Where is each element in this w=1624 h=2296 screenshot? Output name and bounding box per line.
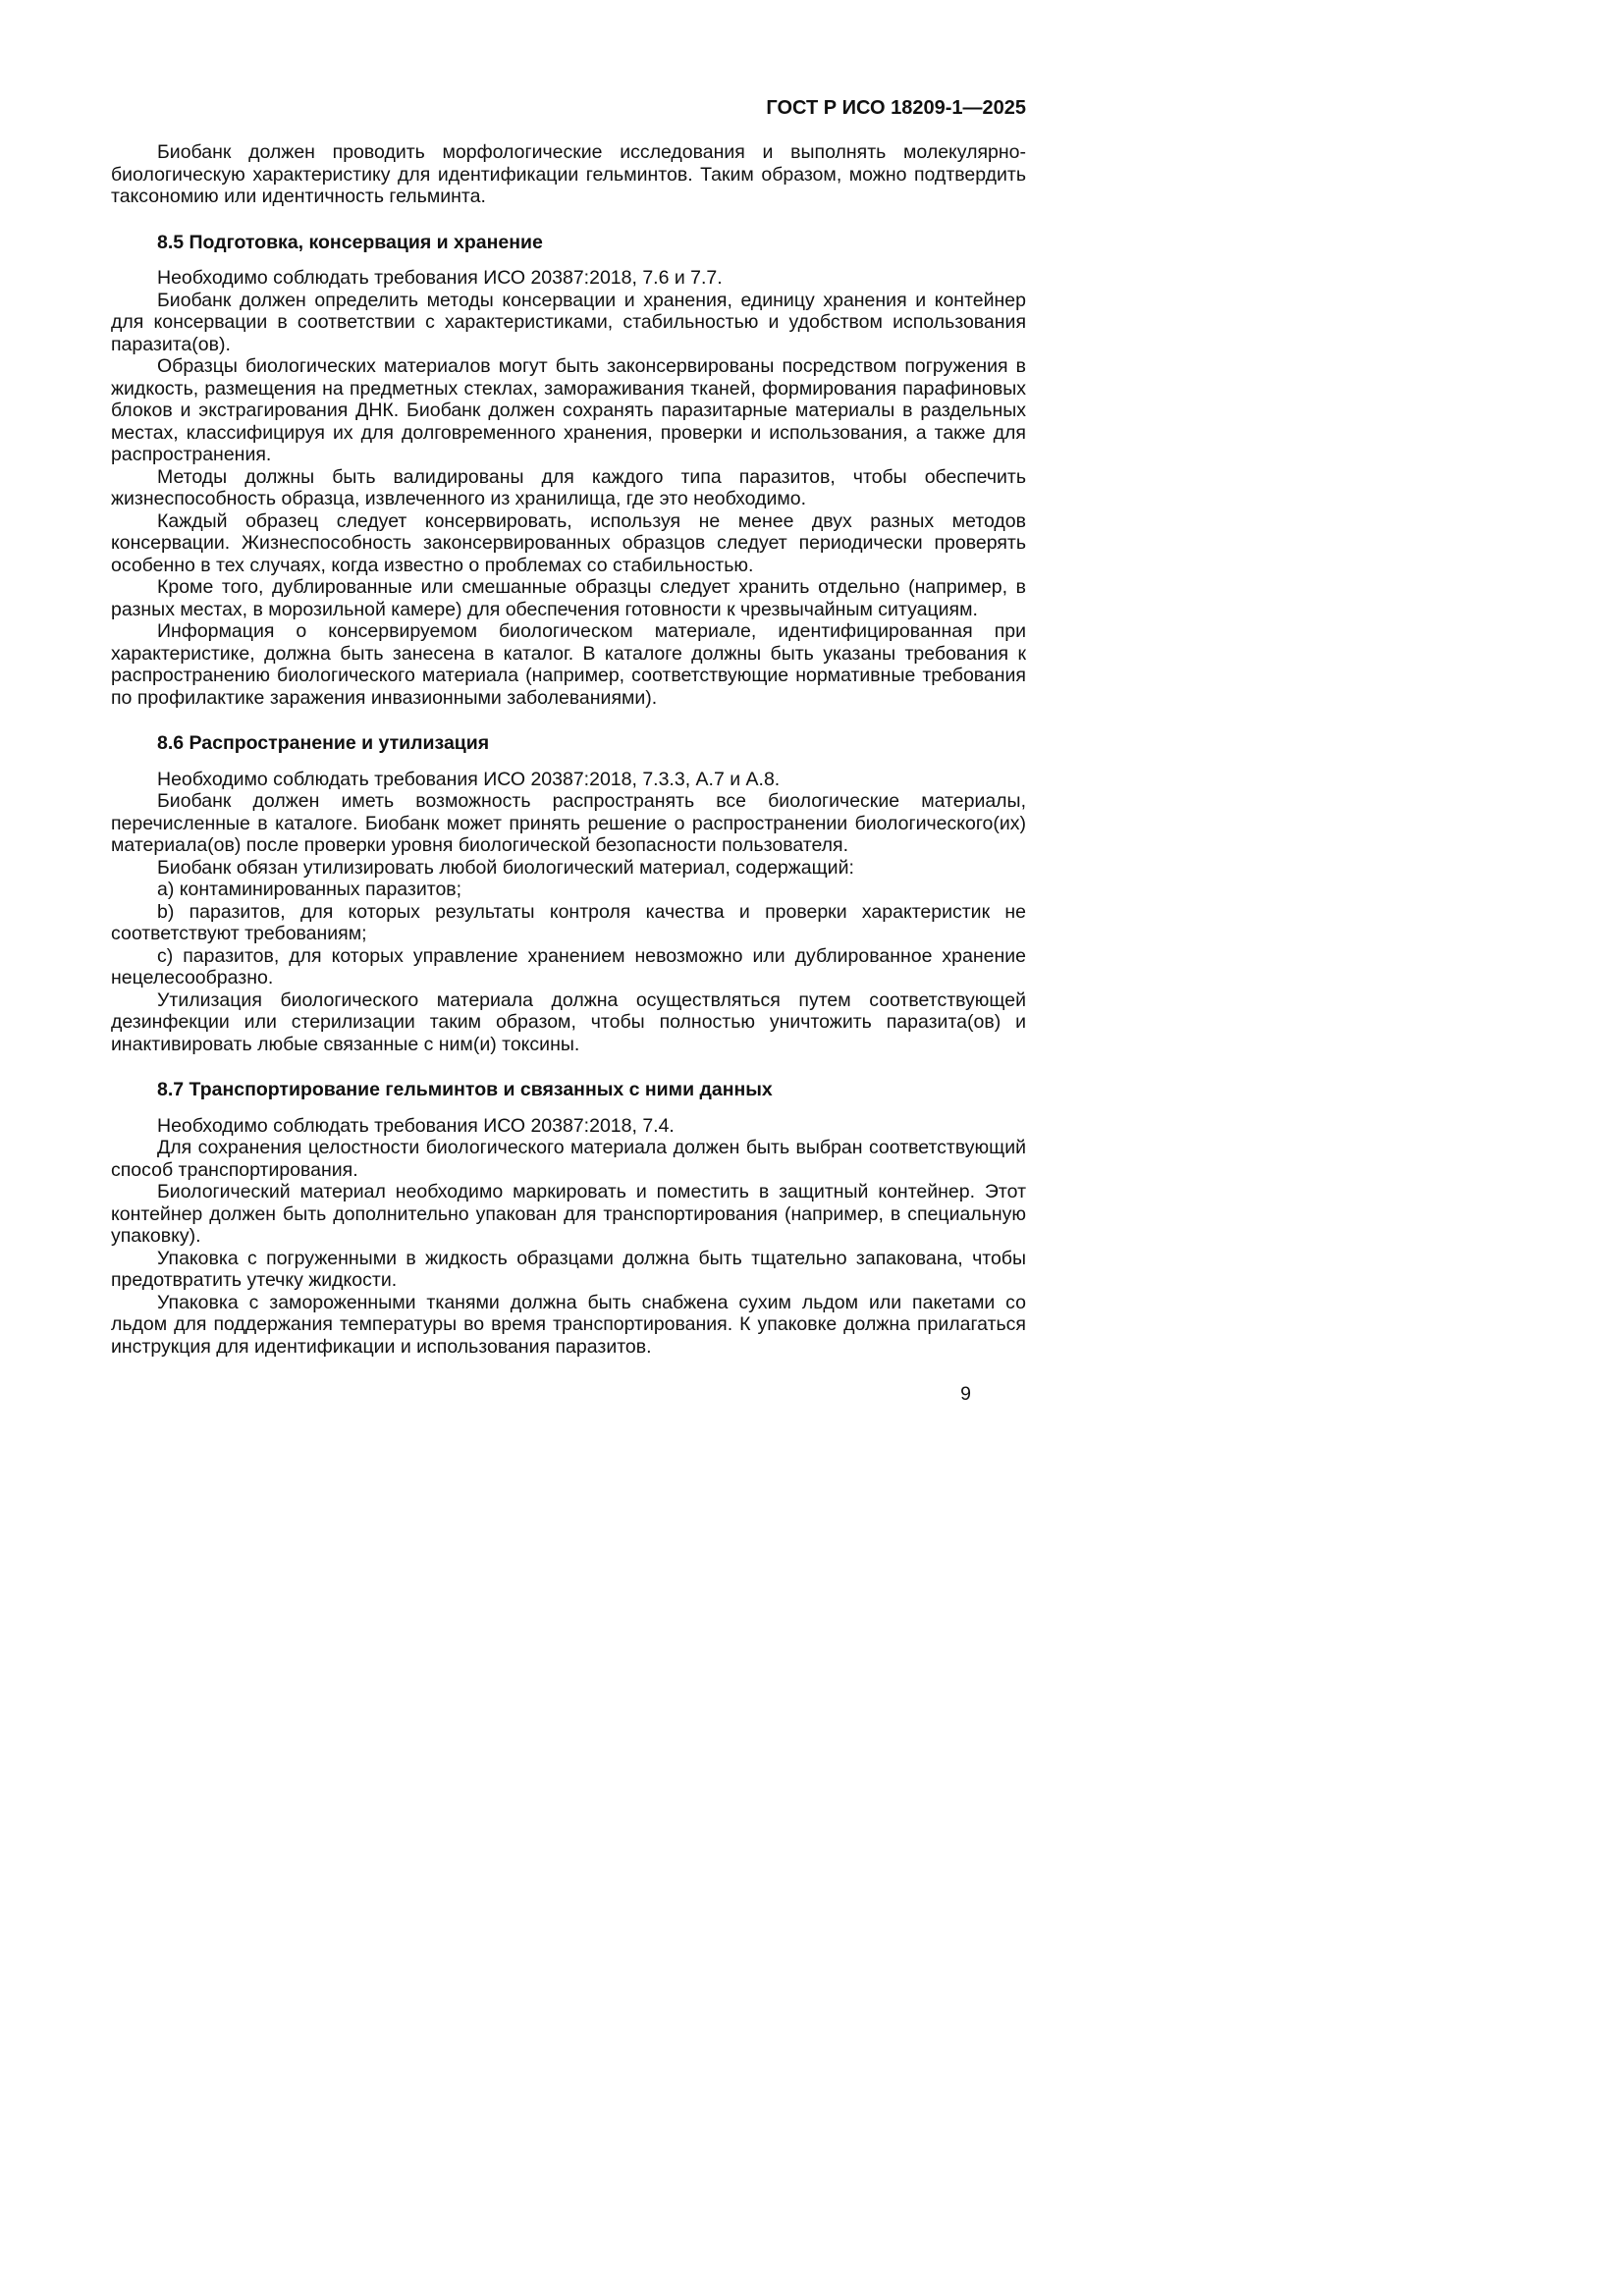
paragraph: Упаковка с замороженными тканями должна быть снабжена сухим льдом или пакетами со льдом для поддержания температуры во время транспортирования. К упаковке должна прилагаться инструкция для идентификации и использования паразитов. xyxy=(111,1291,1026,1358)
list-item: b) паразитов, для которых результаты контроля качества и проверки характеристик не соответствуют требованиям; xyxy=(111,900,1026,944)
paragraph: Необходимо соблюдать требования ИСО 20387:2018, 7.6 и 7.7. xyxy=(157,267,723,289)
page-footer xyxy=(111,1383,1026,1406)
paragraph: Биобанк должен иметь возможность распространять все биологические материалы, перечисленные в каталоге. Биобанк может принять решение о распространении биологического(их) материала(ов) после проверки уровня биологической безопасности пользователя. xyxy=(111,790,1026,856)
document-header xyxy=(111,96,1026,120)
paragraph: Упаковка с погруженными в жидкость образцами должна быть тщательно запакована, чтобы предотвратить утечку жидкости. xyxy=(111,1247,1026,1291)
page-number: 9 xyxy=(960,1383,971,1405)
document-content-area xyxy=(111,96,1026,1406)
paragraph: Для сохранения целостности биологического материала должен быть выбран соответствующий способ транспортирования. xyxy=(111,1137,1026,1181)
document-body xyxy=(111,141,1026,1358)
paragraph: Образцы биологических материалов могут быть законсервированы посредством погружения в жидкость, размещения на предметных стеклах, замораживания тканей, формирования парафиновых блоков и экстрагирования ДНК. Биобанк должен сохранять паразитарные материалы в раздельных местах, классифицируя их для долговременного хранения, проверки и использования, а также для распространения. xyxy=(111,355,1026,465)
paragraph: Необходимо соблюдать требования ИСО 20387:2018, 7.4. xyxy=(157,1114,675,1137)
paragraph: Кроме того, дублированные или смешанные образцы следует хранить отдельно (например, в разных местах, в морозильной камере) для обеспечения готовности к чрезвычайным ситуациям. xyxy=(111,576,1026,620)
paragraph: Каждый образец следует консервировать, используя не менее двух разных методов консервации. Жизнеспособность законсервированных образцов следует периодически проверять особенно в тех случаях, когда известно о проблемах со стабильностью. xyxy=(111,509,1026,576)
paragraph: Необходимо соблюдать требования ИСО 20387:2018, 7.3.3, А.7 и А.8. xyxy=(157,768,781,790)
section-heading: 8.5 Подготовка, консервация и хранение xyxy=(157,231,543,253)
paragraph: Информация о консервируемом биологическом материале, идентифицированная при характеристике, должна быть занесена в каталог. В каталоге должны быть указаны требования к распространению биологического материала (например, соответствующие нормативные требования по профилактике заражения инвазионными заболеваниями). xyxy=(111,620,1026,709)
paragraph: Методы должны быть валидированы для каждого типа паразитов, чтобы обеспечить жизнеспособность образца, извлеченного из хранилища, где это необходимо. xyxy=(111,465,1026,509)
document-code: ГОСТ Р ИСО 18209-1—2025 xyxy=(766,97,1026,119)
paragraph: Биобанк должен проводить морфологические исследования и выполнять молекулярно-биологическую характеристику для идентификации гельминтов. Таким образом, можно подтвердить таксономию или идентичность гельминта. xyxy=(111,141,1026,207)
paragraph: Биобанк обязан утилизировать любой биологический материал, содержащий: xyxy=(157,856,854,879)
paragraph: Биобанк должен определить методы консервации и хранения, единицу хранения и контейнер для консервации в соответствии с характеристиками, стабильностью и удобством использования паразита(ов). xyxy=(111,289,1026,355)
section-heading: 8.7 Транспортирование гельминтов и связанных с ними данных xyxy=(157,1079,773,1100)
list-item: a) контаминированных паразитов; xyxy=(157,879,462,900)
paragraph: Утилизация биологического материала должна осуществляться путем соответствующей дезинфекции или стерилизации таким образом, чтобы полностью уничтожить паразита(ов) и инактивировать любые связанные с ним(и) токсины. xyxy=(111,988,1026,1055)
section-heading: 8.6 Распространение и утилизация xyxy=(157,732,490,754)
list-item: c) паразитов, для которых управление хранением невозможно или дублированное хранение нецелесообразно. xyxy=(111,944,1026,988)
paragraph: Биологический материал необходимо маркировать и поместить в защитный контейнер. Этот контейнер должен быть дополнительно упакован для транспортирования (например, в специальную упаковку). xyxy=(111,1181,1026,1247)
